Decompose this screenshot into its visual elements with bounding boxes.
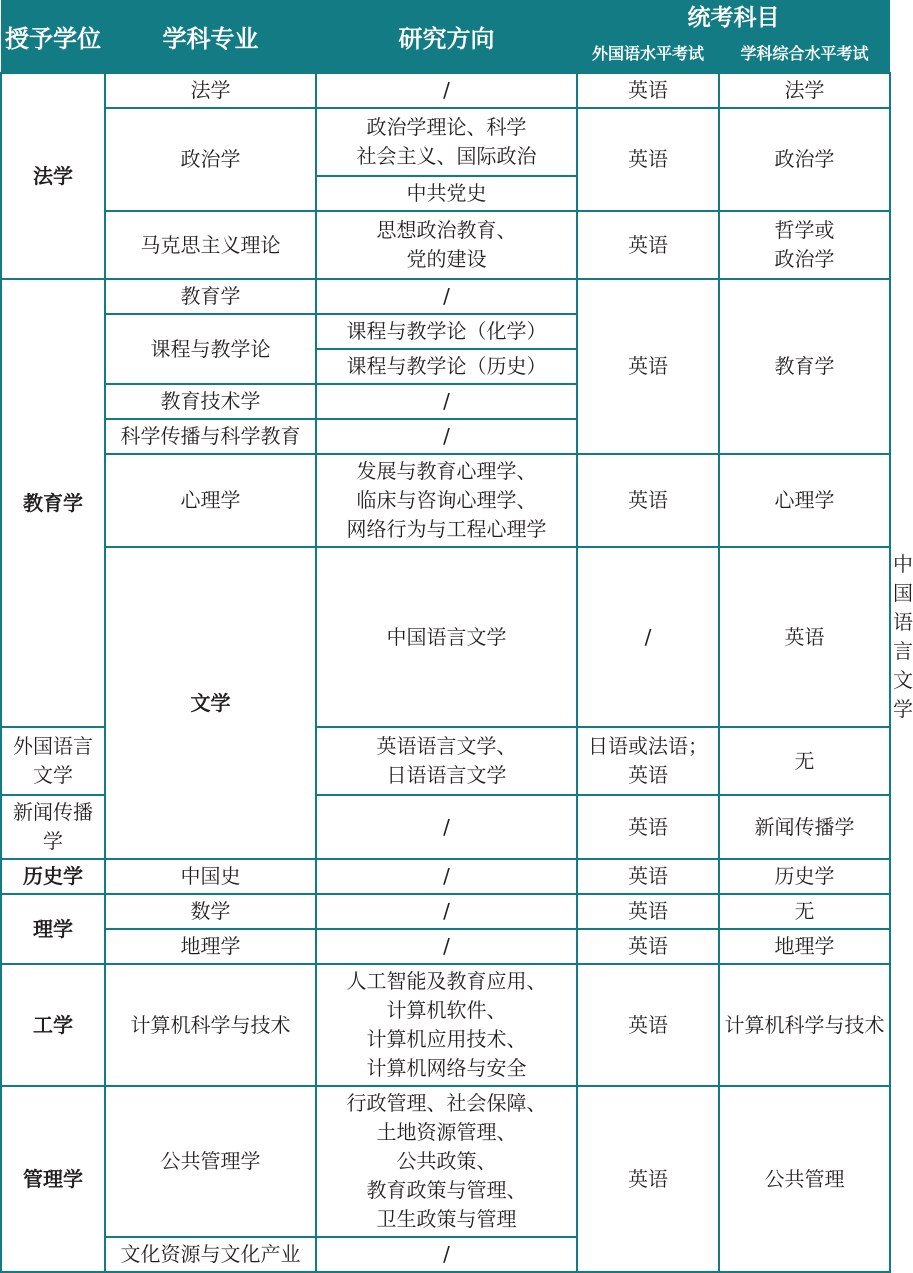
subject-exam-cell: 心理学	[719, 454, 890, 547]
foreign-language-cell: 英语	[577, 964, 719, 1086]
subject-exam-cell: 新闻传播学	[719, 795, 890, 859]
table-row	[1, 964, 890, 1086]
foreign-language-cell: 英语	[719, 547, 890, 727]
direction-cell	[316, 108, 577, 176]
degree-cell: 文学	[105, 547, 316, 859]
direction-line: 网络行为与工程心理学	[346, 517, 547, 541]
table-row	[1, 859, 890, 894]
language-line: 英语	[628, 763, 668, 787]
major-cell: 中国史	[105, 859, 316, 894]
direction-line: 计算机网络与安全	[366, 1056, 527, 1080]
foreign-language-cell: 英语	[577, 73, 719, 108]
subject-line: 哲学或	[774, 218, 835, 242]
major-cell: 马克思主义理论	[105, 211, 316, 279]
direction-cell: /	[316, 929, 577, 964]
header-degree: 授予学位	[1, 0, 105, 73]
direction-cell	[316, 454, 577, 547]
major-cell: 计算机科学与技术	[105, 964, 316, 1086]
degree-cell: 历史学	[1, 859, 105, 894]
direction-line: 日语语言文学	[386, 763, 507, 787]
major-cell: 课程与教学论	[105, 314, 316, 384]
direction-cell: /	[316, 73, 577, 108]
foreign-language-cell: 英语	[577, 894, 719, 929]
foreign-language-cell: 英语	[577, 1086, 719, 1272]
direction-line: 教育政策与管理、	[366, 1178, 527, 1202]
direction-cell: /	[316, 1237, 577, 1272]
direction-cell: /	[577, 547, 719, 727]
major-cell: 外国语言文学	[1, 727, 105, 795]
direction-cell: /	[316, 279, 577, 314]
foreign-language-cell: 英语	[577, 929, 719, 964]
foreign-language-cell	[577, 727, 719, 795]
foreign-language-cell: 英语	[577, 795, 719, 859]
direction-cell: /	[316, 384, 577, 419]
header-foreign-language: 外国语水平考试	[577, 36, 719, 73]
direction-line: 卫生政策与管理	[376, 1207, 517, 1231]
subject-exam-cell	[719, 211, 890, 279]
direction-cell: /	[316, 419, 577, 454]
table-row	[1, 1086, 890, 1237]
direction-cell: 课程与教学论（历史）	[316, 349, 577, 384]
major-cell: 科学传播与科学教育	[105, 419, 316, 454]
major-cell: 法学	[105, 73, 316, 108]
subject-exam-cell: 地理学	[719, 929, 890, 964]
direction-line: 临床与咨询心理学、	[356, 488, 537, 512]
table-row	[1, 454, 890, 547]
direction-line: 计算机软件、	[386, 998, 507, 1022]
major-cell: 地理学	[105, 929, 316, 964]
degree-cell: 理学	[1, 894, 105, 964]
subject-line: 政治学	[774, 247, 835, 271]
direction-line: 党的建设	[406, 247, 487, 271]
table-row: 文学 中国语言文学 / 英语 中国语言文学	[1, 547, 890, 727]
direction-line: 发展与教育心理学、	[356, 459, 537, 483]
direction-cell: 中共党史	[316, 176, 577, 211]
subject-exam-cell: 计算机科学与技术	[719, 964, 890, 1086]
direction-cell: /	[316, 795, 577, 859]
foreign-language-cell: 英语	[577, 211, 719, 279]
subject-exam-cell: 无	[719, 894, 890, 929]
degree-cell: 法学	[1, 73, 105, 279]
subject-exam-cell: 历史学	[719, 859, 890, 894]
direction-line: 计算机应用技术、	[366, 1027, 527, 1051]
subject-exam-cell: 教育学	[719, 279, 890, 454]
table-row	[1, 279, 890, 314]
major-cell: 教育学	[105, 279, 316, 314]
header-major: 学科专业	[105, 0, 316, 73]
direction-cell	[316, 1086, 577, 1237]
direction-line: 政治学理论、科学	[366, 115, 527, 139]
direction-cell: 课程与教学论（化学）	[316, 314, 577, 349]
major-cell: 公共管理学	[105, 1086, 316, 1237]
foreign-language-cell: 英语	[577, 108, 719, 211]
foreign-language-cell: 英语	[577, 859, 719, 894]
direction-line: 英语语言文学、	[376, 734, 517, 758]
subject-exam-cell: 无	[719, 727, 890, 795]
direction-cell: /	[316, 894, 577, 929]
direction-line: 思想政治教育、	[376, 218, 517, 242]
major-cell: 教育技术学	[105, 384, 316, 419]
foreign-language-cell: 英语	[577, 279, 719, 454]
major-cell: 心理学	[105, 454, 316, 547]
direction-cell	[316, 211, 577, 279]
major-cell: 文化资源与文化产业	[105, 1237, 316, 1272]
header-exam: 统考科目	[577, 0, 890, 36]
major-cell: 政治学	[105, 108, 316, 211]
direction-line: 社会主义、国际政治	[356, 144, 537, 168]
subject-exam-cell: 公共管理	[719, 1086, 890, 1272]
table-row	[1, 108, 890, 176]
table-row	[1, 894, 890, 929]
major-cell: 中国语言文学	[316, 547, 577, 727]
degree-cell: 教育学	[1, 279, 105, 727]
direction-cell: /	[316, 859, 577, 894]
major-cell: 数学	[105, 894, 316, 929]
direction-cell	[316, 727, 577, 795]
direction-line: 行政管理、社会保障、	[346, 1091, 547, 1115]
direction-line: 公共政策、	[396, 1149, 497, 1173]
degree-cell: 管理学	[1, 1086, 105, 1272]
degree-cell: 工学	[1, 964, 105, 1086]
subject-exam-cell: 法学	[719, 73, 890, 108]
table-row	[1, 73, 890, 108]
table-row	[1, 211, 890, 279]
direction-line: 人工智能及教育应用、	[346, 969, 547, 993]
major-cell: 新闻传播学	[1, 795, 105, 859]
foreign-language-cell: 英语	[577, 454, 719, 547]
table-row	[1, 929, 890, 964]
direction-line: 土地资源管理、	[376, 1120, 517, 1144]
header-direction: 研究方向	[316, 0, 577, 73]
language-line: 日语或法语；	[588, 734, 708, 758]
subject-exam-cell: 政治学	[719, 108, 890, 211]
header-comprehensive: 学科综合水平考试	[719, 36, 890, 73]
direction-cell	[316, 964, 577, 1086]
